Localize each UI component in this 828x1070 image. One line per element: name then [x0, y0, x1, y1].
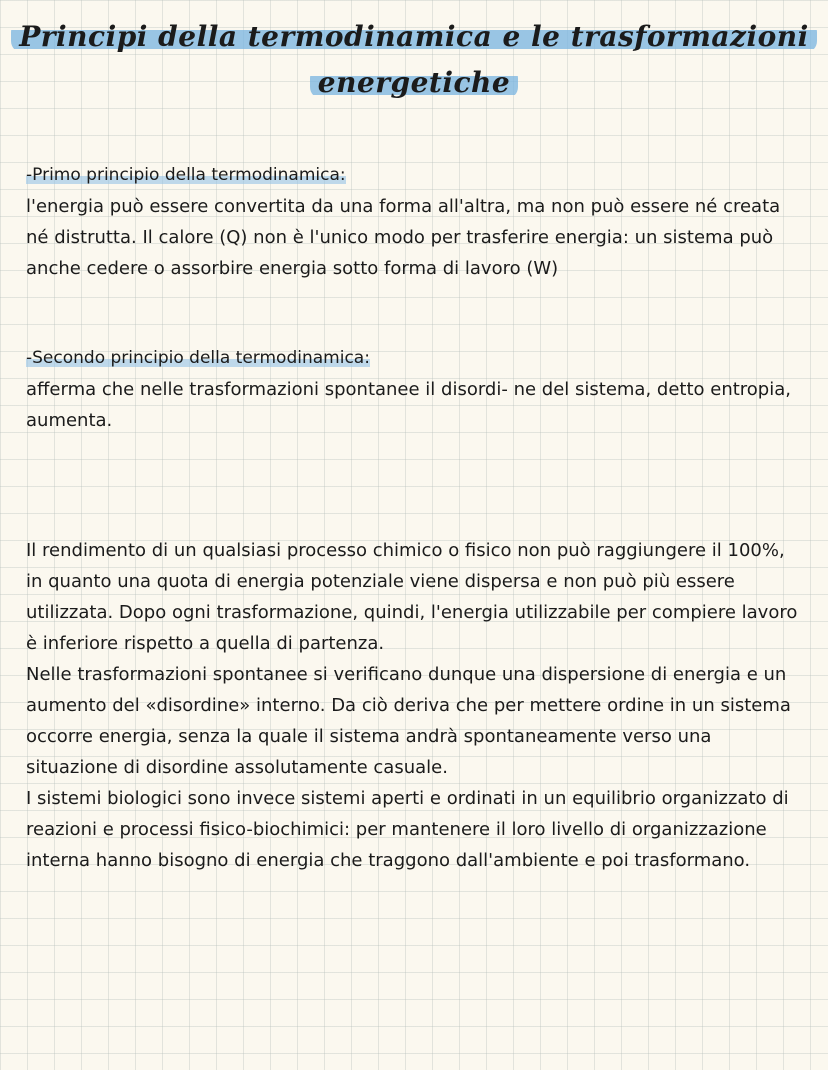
section-heading-primo: -Primo principio della termodinamica: [26, 165, 346, 185]
section-text-primo: l'energia può essere convertita da una forma all'altra, ma non può essere né creata né distrutta. Il calore (Q) non è l'unico modo per trasferire energia: un sistema può anche cedere o assorbire energia sotto forma di lavoro (W) [26, 196, 781, 279]
section-primo-principio [26, 160, 806, 284]
paragraph-disordine: Nelle trasformazioni spontanee si verificano dunque una dispersione di energia e un aumento del «disordine» interno. Da ciò deriva che per mettere ordine in un sistema occorre energia, senza la quale il sistema andrà spontaneamente verso una situazione di disordine assolutamente casuale. [26, 664, 791, 778]
section-text-secondo: afferma che nelle trasformazioni spontanee il disordi- ne del sistema, detto entropia, aumenta. [26, 379, 791, 431]
section-secondo-principio [26, 343, 806, 436]
title-line-2: energetiche [310, 66, 518, 99]
section-heading-secondo: -Secondo principio della termodinamica: [26, 348, 370, 368]
page-title [0, 14, 828, 106]
paragraph-sistemi-biologici: I sistemi biologici sono invece sistemi aperti e ordinati in un equilibrio organizzato di reazioni e processi fisico-biochimici: per mantenere il loro livello di organizzazione interna hanno bisogno di energia che traggono dall'ambiente e poi trasformano. [26, 788, 789, 871]
section-rendimento [26, 535, 806, 876]
paragraph-rendimento: Il rendimento di un qualsiasi processo chimico o fisico non può raggiungere il 100%, in quanto una quota di energia potenziale viene dispersa e non può più essere utilizzata. Dopo ogni trasformazione, quindi, l'energia utilizzabile per compiere lavoro è inferiore rispetto a quella di partenza. [26, 540, 798, 654]
title-line-1: Principi della termodinamica e le trasformazioni [11, 20, 817, 53]
